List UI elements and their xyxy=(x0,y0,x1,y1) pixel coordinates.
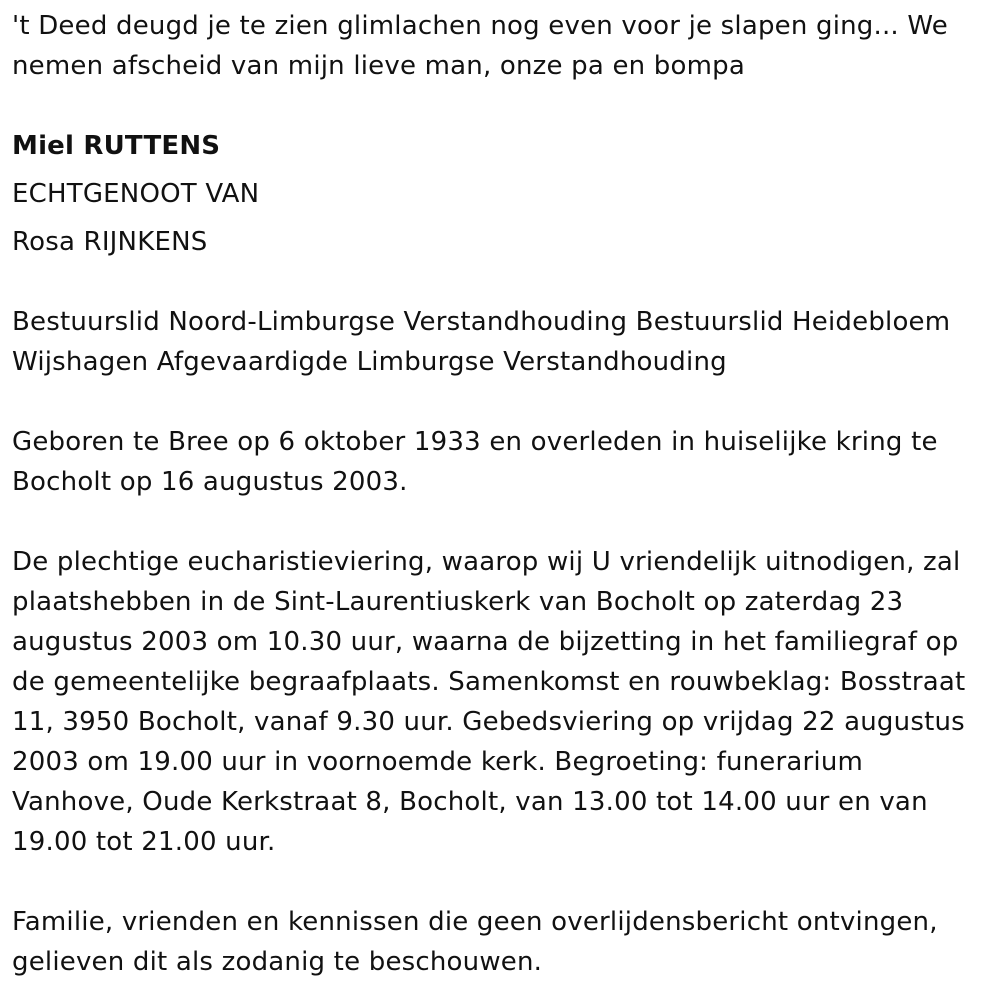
deceased-name: Miel RUTTENS xyxy=(12,131,221,161)
closing-text: Familie, vrienden en kennissen die geen overlijdensbericht ontvingen, gelieven dit als zodanig te beschouwen. xyxy=(12,907,938,977)
ceremony-text: De plechtige eucharistieviering, waarop wij U vriendelijk uitnodigen, zal plaatshebben in de Sint-Laurentiuskerk van Bocholt op zaterdag 23 augustus 2003 om 10.30 uur, waarna de bijzetting in het familiegraf op de gemeentelijke begraafplaats. Samenkomst en rouwbeklag: Bosstraat 11, 3950 Bocholt, vanaf 9.30 uur. Gebedsviering op vrijdag 22 augustus 2003 om 19.00 uur in voornoemde kerk. Begroeting: funerarium Vanhove, Oude Kerkstraat 8, Bocholt, van 13.00 tot 14.00 uur en van 19.00 tot 21.00 uur. xyxy=(12,547,966,857)
birth-death-text: Geboren te Bree op 6 oktober 1933 en overleden in huiselijke kring te Bocholt op 16 augustus 2003. xyxy=(12,427,938,497)
relation-label: ECHTGENOOT VAN xyxy=(12,179,260,209)
functions-text: Bestuurslid Noord-Limburgse Verstandhouding Bestuurslid Heidebloem Wijshagen Afgevaardigde Limburgse Verstandhouding xyxy=(12,307,951,377)
intro-text: 't Deed deugd je te zien glimlachen nog even voor je slapen ging... We nemen afscheid van mijn lieve man, onze pa en bompa xyxy=(12,11,948,81)
spouse-name: Rosa RIJNKENS xyxy=(12,227,208,257)
